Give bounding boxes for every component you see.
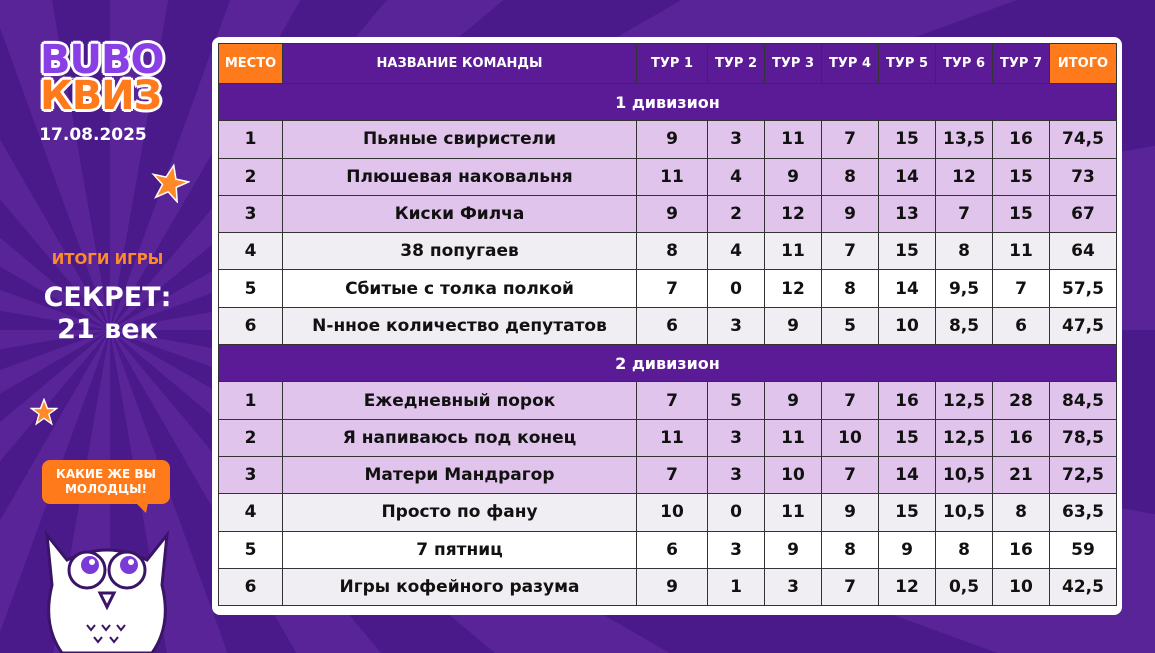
cell-place: 5 (219, 270, 283, 307)
table-row (219, 158, 1117, 195)
cell-round-3: 10 (765, 456, 822, 493)
cell-place: 6 (219, 568, 283, 605)
secret-line-2: 21 век (57, 314, 158, 346)
cell-team-name: Я напиваюсь под конец (283, 419, 637, 456)
cell-round-4: 7 (822, 568, 879, 605)
cell-round-6: 8 (936, 233, 993, 270)
cell-total: 84,5 (1050, 382, 1117, 419)
bubo-quiz-logo (40, 37, 180, 119)
cell-team-name: Игры кофейного разума (283, 568, 637, 605)
cell-total: 73 (1050, 158, 1117, 195)
star-icon (150, 163, 190, 203)
table-row (219, 494, 1117, 531)
cell-round-2: 0 (708, 270, 765, 307)
cell-round-1: 9 (637, 568, 708, 605)
secret-line-1: СЕКРЕТ: (43, 282, 172, 313)
cell-round-1: 6 (637, 531, 708, 568)
cell-round-2: 3 (708, 307, 765, 344)
speech-bubble: КАКИЕ ЖЕ ВЫ МОЛОДЦЫ! (42, 460, 170, 504)
cell-total: 57,5 (1050, 270, 1117, 307)
cell-round-5: 15 (879, 419, 936, 456)
table-row (219, 307, 1117, 344)
cell-round-3: 3 (765, 568, 822, 605)
cell-round-1: 6 (637, 307, 708, 344)
cell-round-2: 4 (708, 233, 765, 270)
cell-round-4: 8 (822, 158, 879, 195)
cell-team-name: Матери Мандрагор (283, 456, 637, 493)
cell-place: 1 (219, 382, 283, 419)
table-row (219, 270, 1117, 307)
col-header-round-7: ТУР 7 (993, 44, 1050, 84)
cell-round-1: 11 (637, 419, 708, 456)
table-row (219, 195, 1117, 232)
cell-team-name: Киски Филча (283, 195, 637, 232)
results-title: ИТОГИ ИГРЫ (51, 250, 164, 268)
cell-team-name: Просто по фану (283, 494, 637, 531)
col-header-place: МЕСТО (219, 44, 283, 84)
cell-round-6: 0,5 (936, 568, 993, 605)
cell-round-1: 9 (637, 195, 708, 232)
game-theme (20, 282, 195, 347)
cell-round-4: 5 (822, 307, 879, 344)
cell-round-7: 21 (993, 456, 1050, 493)
cell-round-6: 10,5 (936, 494, 993, 531)
table-row (219, 382, 1117, 419)
cell-total: 59 (1050, 531, 1117, 568)
cell-total: 47,5 (1050, 307, 1117, 344)
col-header-round-3: ТУР 3 (765, 44, 822, 84)
sidebar (0, 0, 210, 653)
cell-round-7: 15 (993, 195, 1050, 232)
cell-total: 78,5 (1050, 419, 1117, 456)
cell-round-2: 3 (708, 121, 765, 158)
col-header-round-2: ТУР 2 (708, 44, 765, 84)
division-title: 1 дивизион (219, 84, 1117, 121)
cell-round-4: 7 (822, 121, 879, 158)
logo-line-2: КВИЗ (40, 73, 162, 119)
cell-round-7: 7 (993, 270, 1050, 307)
cell-round-7: 6 (993, 307, 1050, 344)
cell-round-6: 12,5 (936, 382, 993, 419)
cell-round-3: 12 (765, 270, 822, 307)
cell-round-5: 16 (879, 382, 936, 419)
cell-round-1: 7 (637, 270, 708, 307)
results-table-panel (212, 37, 1122, 615)
col-header-total: ИТОГО (1050, 44, 1117, 84)
cell-round-7: 16 (993, 121, 1050, 158)
cell-place: 2 (219, 419, 283, 456)
table-row (219, 419, 1117, 456)
cell-place: 1 (219, 121, 283, 158)
cell-round-1: 7 (637, 456, 708, 493)
cell-round-5: 15 (879, 233, 936, 270)
cell-place: 4 (219, 233, 283, 270)
cell-round-6: 10,5 (936, 456, 993, 493)
cell-team-name: Пьяные свиристели (283, 121, 637, 158)
cell-team-name: 38 попугаев (283, 233, 637, 270)
cell-round-6: 7 (936, 195, 993, 232)
cell-round-2: 3 (708, 531, 765, 568)
cell-round-1: 9 (637, 121, 708, 158)
cell-round-6: 8 (936, 531, 993, 568)
cell-round-2: 1 (708, 568, 765, 605)
table-row (219, 531, 1117, 568)
cell-round-4: 10 (822, 419, 879, 456)
cell-round-2: 4 (708, 158, 765, 195)
cell-round-7: 8 (993, 494, 1050, 531)
cell-round-4: 8 (822, 531, 879, 568)
logo-line-1: BUBO (40, 37, 164, 83)
cell-team-name: Сбитые с толка полкой (283, 270, 637, 307)
cell-round-4: 7 (822, 382, 879, 419)
cell-place: 5 (219, 531, 283, 568)
col-header-team: НАЗВАНИЕ КОМАНДЫ (283, 44, 637, 84)
cell-team-name: 7 пятниц (283, 531, 637, 568)
cell-total: 42,5 (1050, 568, 1117, 605)
cell-round-5: 13 (879, 195, 936, 232)
division-header-row (219, 84, 1117, 121)
cell-round-2: 3 (708, 456, 765, 493)
cell-round-6: 12 (936, 158, 993, 195)
cell-round-5: 10 (879, 307, 936, 344)
cell-round-1: 7 (637, 382, 708, 419)
cell-round-2: 0 (708, 494, 765, 531)
small-star-icon (30, 398, 58, 426)
cell-total: 64 (1050, 233, 1117, 270)
cell-round-3: 9 (765, 382, 822, 419)
cell-round-5: 14 (879, 270, 936, 307)
cell-round-3: 9 (765, 307, 822, 344)
cell-round-3: 12 (765, 195, 822, 232)
table-row (219, 568, 1117, 605)
cell-round-4: 7 (822, 233, 879, 270)
cell-round-1: 10 (637, 494, 708, 531)
cell-round-6: 13,5 (936, 121, 993, 158)
cell-round-7: 10 (993, 568, 1050, 605)
cell-team-name: Ежедневный порок (283, 382, 637, 419)
cell-round-7: 16 (993, 419, 1050, 456)
table-row (219, 233, 1117, 270)
cell-round-3: 11 (765, 494, 822, 531)
cell-team-name: Плюшевая наковальня (283, 158, 637, 195)
cell-round-3: 11 (765, 233, 822, 270)
cell-round-2: 5 (708, 382, 765, 419)
cell-round-2: 3 (708, 419, 765, 456)
division-title: 2 дивизион (219, 345, 1117, 382)
cell-round-5: 12 (879, 568, 936, 605)
cell-place: 6 (219, 307, 283, 344)
cell-round-4: 9 (822, 195, 879, 232)
cell-round-5: 14 (879, 456, 936, 493)
cell-round-6: 9,5 (936, 270, 993, 307)
cell-place: 2 (219, 158, 283, 195)
cell-round-1: 11 (637, 158, 708, 195)
cell-round-7: 28 (993, 382, 1050, 419)
cell-round-2: 2 (708, 195, 765, 232)
cell-round-5: 9 (879, 531, 936, 568)
cell-total: 72,5 (1050, 456, 1117, 493)
table-header-row (219, 44, 1117, 84)
cell-round-5: 14 (879, 158, 936, 195)
col-header-round-1: ТУР 1 (637, 44, 708, 84)
cell-round-4: 9 (822, 494, 879, 531)
cell-round-1: 8 (637, 233, 708, 270)
cell-total: 74,5 (1050, 121, 1117, 158)
cell-round-3: 9 (765, 531, 822, 568)
cell-round-3: 11 (765, 419, 822, 456)
cell-round-7: 16 (993, 531, 1050, 568)
cell-round-7: 15 (993, 158, 1050, 195)
table-row (219, 121, 1117, 158)
cell-round-4: 8 (822, 270, 879, 307)
cell-round-3: 11 (765, 121, 822, 158)
cell-place: 3 (219, 456, 283, 493)
results-table (218, 43, 1117, 606)
cell-round-4: 7 (822, 456, 879, 493)
cell-round-5: 15 (879, 494, 936, 531)
cell-round-3: 9 (765, 158, 822, 195)
owl-mascot-icon (32, 525, 182, 653)
cell-place: 3 (219, 195, 283, 232)
cell-total: 67 (1050, 195, 1117, 232)
cell-round-7: 11 (993, 233, 1050, 270)
game-date: 17.08.2025 (39, 125, 147, 145)
col-header-round-4: ТУР 4 (822, 44, 879, 84)
cell-place: 4 (219, 494, 283, 531)
cell-round-6: 8,5 (936, 307, 993, 344)
cell-round-6: 12,5 (936, 419, 993, 456)
cell-round-5: 15 (879, 121, 936, 158)
division-header-row (219, 345, 1117, 382)
col-header-round-5: ТУР 5 (879, 44, 936, 84)
cell-total: 63,5 (1050, 494, 1117, 531)
cell-team-name: N-нное количество депутатов (283, 307, 637, 344)
table-row (219, 456, 1117, 493)
col-header-round-6: ТУР 6 (936, 44, 993, 84)
